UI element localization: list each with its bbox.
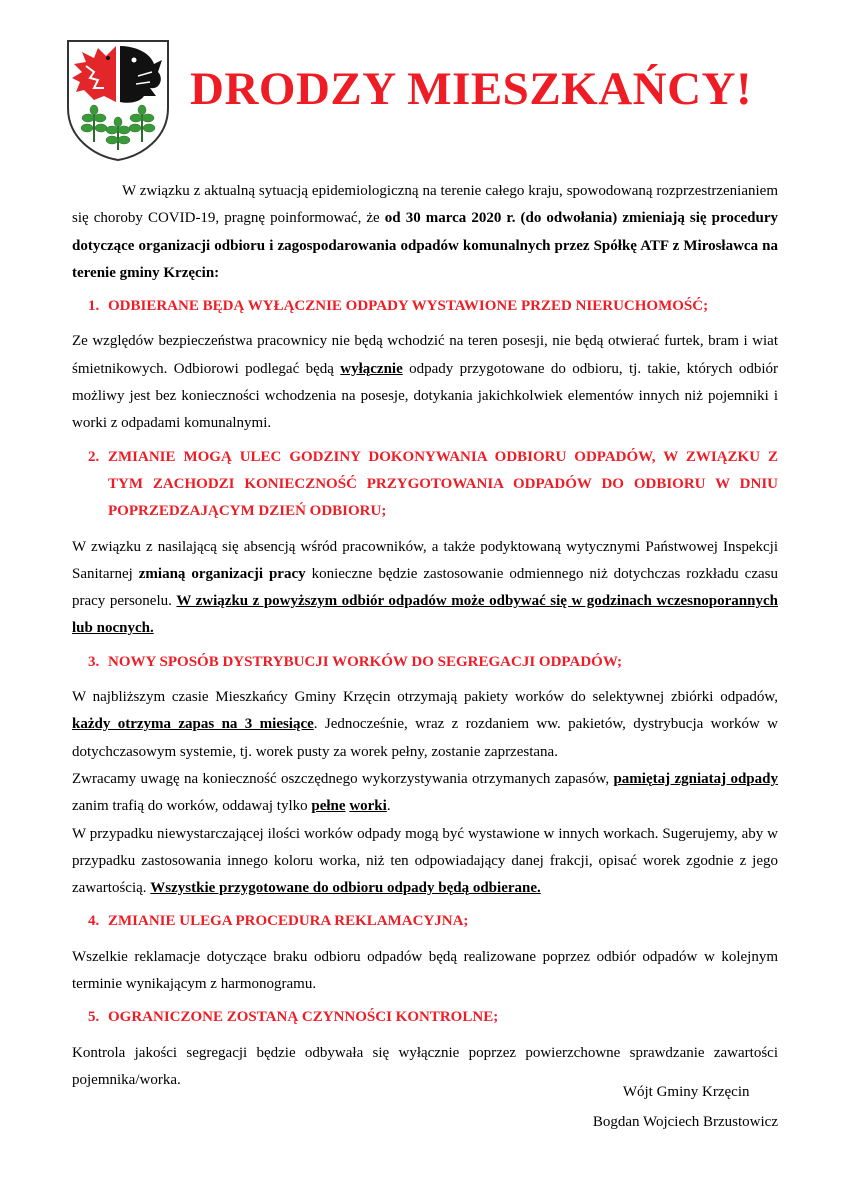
underlined-text: worki — [349, 798, 387, 815]
text: W przypadku niewystarczającej ilości worków odpady mogą być wystawione w innych workach. Sugerujemy, aby w przypadku zastosowania innego koloru worka, niż ten odpowiadający danej frakcji, opisać worek zgodnie z jego zawartością. — [72, 825, 778, 897]
underlined-text: W związku z powyższym odbiór odpadów może odbywać się w godzinach wczesnoporannych lub nocnych. — [72, 593, 778, 637]
underlined-text: pełne — [311, 798, 346, 815]
signature-name: Bogdan Wojciech Brzustowicz — [592, 1114, 778, 1130]
section-4-paragraph: Wszelkie reklamacje dotyczące braku odbioru odpadów będą realizowane poprzez odbiór odpadów w kolejnym terminie wynikającym z harmonogramu. — [72, 948, 778, 993]
intro-paragraph — [72, 178, 778, 287]
intro-text: W związku z aktualną sytuacją epidemiologiczną na terenie całego kraju, spowodowaną rozprzestrzenianiem się choroby COVID-19, pragnę poinformować, że — [72, 183, 778, 227]
text: . Jednocześnie, wraz z rozdaniem ww. pakietów, dystrybucja worków w dotychczasowym systemie, tj. worek pusty za worek pełny, zostanie zaprzestana. — [72, 716, 778, 760]
section-3-paragraph-3 — [72, 821, 778, 903]
section-number: 4. — [88, 913, 100, 930]
section-heading-5 — [72, 1004, 778, 1031]
section-3-paragraph-2 — [72, 766, 778, 821]
section-1-paragraph — [72, 328, 778, 437]
coat-of-arms — [64, 38, 172, 162]
section-heading-text: ZMIANIE ULEGA PROCEDURA REKLAMACYJNA; — [108, 913, 469, 930]
section-number: 3. — [88, 653, 100, 670]
text: konieczne będzie zastosowanie odmiennego niż dotychczas rozkładu czasu pracy personelu. — [72, 565, 778, 610]
page-title: DRODZY MIESZKAŃCY! — [190, 63, 753, 115]
section-heading-4 — [72, 908, 778, 935]
section-number: 2. — [88, 448, 100, 465]
coat-of-arms-icon — [64, 38, 172, 162]
section-heading-1 — [72, 293, 778, 320]
section-heading-text: NOWY SPOSÓB DYSTRYBUCJI WORKÓW DO SEGREGACJI ODPADÓW; — [108, 653, 622, 670]
section-3-paragraph-1 — [72, 684, 778, 766]
section-2-paragraph — [72, 534, 778, 643]
underlined-text: Wszystkie przygotowane do odbioru odpady będą odbierane. — [150, 880, 541, 897]
section-number: 1. — [88, 298, 100, 315]
announcement-body — [72, 178, 778, 1094]
section-heading-text: ODBIERANE BĘDĄ WYŁĄCZNIE ODPADY WYSTAWIONE PRZED NIERUCHOMOŚĆ; — [108, 298, 709, 315]
section-heading-text: ZMIANIE MOGĄ ULEC GODZINY DOKONYWANIA ODBIORU ODPADÓW, W ZWIĄZKU Z TYM ZACHODZI KONIECZNOŚĆ PRZYGOTOWANIA ODPADÓW DO ODBIORU W DNIU POPRZEDZAJĄCYM DZIEŃ ODBIORU; — [108, 448, 778, 520]
intro-bold-text: od 30 marca 2020 r. (do odwołania) zmieniają się procedury dotyczące organizacji odbioru i zagospodarowania odpadów komunalnych przez Spółkę ATF z Mirosławca na terenie gminy Krzęcin: — [72, 210, 778, 281]
text: Ze względów bezpieczeństwa pracownicy nie będą wchodzić na teren posesji, nie będą otwierać furtek, bram i wiat śmietnikowych. Odbiorowi podlegać będą — [72, 333, 778, 377]
text: W najbliższym czasie Mieszkańcy Gminy Krzęcin otrzymają pakiety worków do selektywnej zbiórki odpadów, — [72, 689, 778, 706]
section-5-paragraph: Kontrola jakości segregacji będzie odbywała się wyłącznie poprzez powierzchowne sprawdzanie zawartości pojemnika/worka. — [72, 1044, 778, 1088]
text: zanim trafią do worków, oddawaj tylko — [72, 798, 312, 815]
text: Zwracamy uwagę na konieczność oszczędnego wykorzystywania otrzymanych zapasów, — [72, 770, 614, 787]
underlined-text: wyłącznie — [340, 360, 403, 377]
underlined-text: pamiętaj zgniataj odpady — [613, 770, 778, 787]
section-heading-3 — [72, 649, 778, 676]
underlined-text: każdy otrzyma zapas na 3 miesiące — [72, 716, 314, 733]
text: W związku z nasilającą się absencją wśród pracowników, a także podyktowaną wytycznymi Państwowej Inspekcji Sanitarnej — [72, 538, 778, 582]
section-heading-text: OGRANICZONE ZOSTANĄ CZYNNOŚCI KONTROLNE; — [108, 1009, 499, 1026]
section-heading-2 — [72, 444, 778, 526]
signature-role: Wójt Gminy Krzęcin — [622, 1084, 750, 1100]
text: odpady przygotowane do odbioru, tj. takie, których odbiór możliwy jest bez konieczności wchodzenia na posesje, dotykania jakichkolwiek elementów innych niż pojemniki i worki z odpadami komunalnymi. — [72, 360, 779, 432]
section-number: 5. — [88, 1009, 100, 1026]
bold-text: zmianą organizacji pracy — [138, 565, 306, 582]
signature-block — [593, 1077, 778, 1137]
text: . — [386, 798, 391, 815]
